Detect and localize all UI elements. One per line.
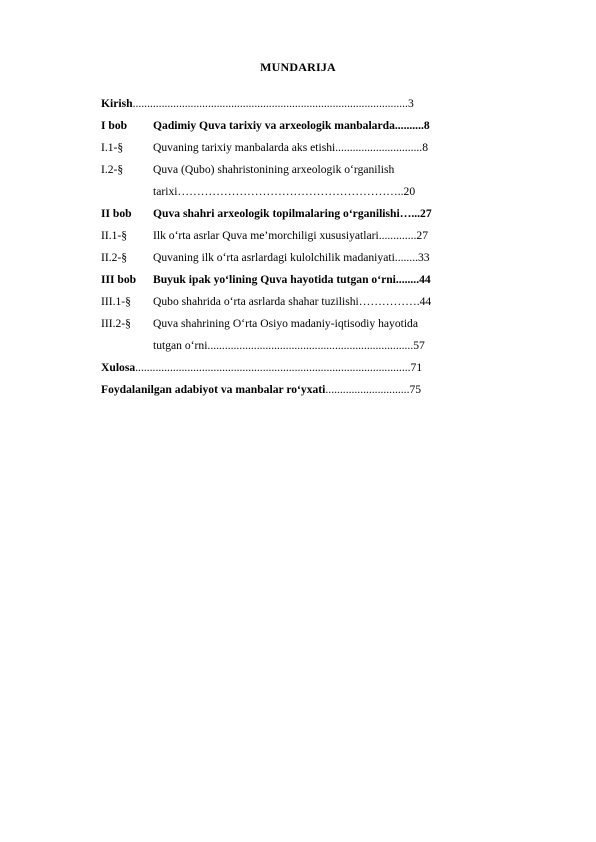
toc-entry-label: II bob [101, 207, 132, 220]
toc-entry-title: Quvaning tarixiy manbalarda aks etishi [153, 141, 336, 154]
toc-page-number: 27 [416, 229, 428, 242]
toc-page-number: 3 [407, 97, 414, 110]
toc-leader-dots: ........ [395, 273, 420, 286]
toc-entry-title: Foydalanilgan adabiyot va manbalar ro‘yxati [101, 383, 326, 396]
toc-entry-title: Quva shahri arxeologik topilmalaring o‘rganilishi [153, 207, 400, 220]
toc-entry-title: Quva (Qubo) shahristonining arxeologik o‘rganilish [153, 163, 395, 176]
toc-entry-label: II.2-§ [101, 251, 128, 264]
toc-entry-label: I bob [101, 119, 128, 132]
toc-entry-title: Buyuk ipak yo‘lining Quva hayotida tutgan o‘rni [153, 273, 396, 286]
toc-leader-dots: ............................................................................................... [135, 361, 411, 374]
toc-leader-dots: ............................................................................................... [132, 97, 408, 110]
toc-leader-dots: ……………. [358, 295, 420, 308]
toc-page-number: 8 [423, 119, 430, 132]
toc-page-number: 44 [419, 273, 431, 286]
toc-page-number: 44 [419, 295, 432, 308]
toc-leader-dots: ....................................................................... [207, 339, 414, 352]
toc-entry-section-2-1[interactable] [101, 226, 489, 248]
toc-page-number: 8 [422, 141, 428, 154]
toc-entry-title: Quvaning ilk o‘rta asrlardagi kulolchilik madaniyati [153, 251, 395, 264]
toc-entry-label: I.1-§ [101, 141, 124, 154]
toc-entry-chapter-3[interactable] [101, 270, 489, 292]
toc-page-number: 27 [420, 207, 432, 220]
toc-entry-section-1-2-cont[interactable] [101, 182, 489, 204]
toc-entry-kirish[interactable] [101, 94, 489, 116]
toc-leader-dots: ............................. [325, 383, 410, 396]
toc-entry-label: II.1-§ [101, 229, 128, 242]
toc-entry-title: Ilk o‘rta asrlar Quva me’morchiligi xususiyatlari [153, 229, 379, 242]
toc-entry-title: Qubo shahrida o‘rta asrlarda shahar tuzilishi [153, 295, 359, 308]
toc-leader-dots: ............. [378, 229, 417, 242]
page-title: MUNDARIJA [260, 60, 336, 74]
toc-entry-section-1-2[interactable] [101, 160, 489, 182]
toc-entry-label: III.1-§ [101, 295, 131, 308]
toc-entry-title: Quva shahrining O‘rta Osiyo madaniy-iqtisodiy hayotida [153, 317, 418, 330]
toc-entry-title: tarixi [153, 185, 178, 198]
toc-entry-label: III bob [101, 273, 137, 286]
toc-leader-dots: .......... [394, 119, 424, 132]
toc-leader-dots: .............................. [335, 141, 423, 154]
toc-entry-bibliography[interactable] [101, 380, 489, 402]
toc-entry-section-3-1[interactable] [101, 292, 489, 314]
toc-entry-chapter-2[interactable] [101, 204, 489, 226]
toc-entry-section-3-2-cont[interactable] [101, 336, 489, 358]
toc-page-number: 71 [410, 361, 423, 374]
toc-page-number: 57 [413, 339, 425, 352]
toc-leader-dots: ........ [394, 251, 418, 264]
toc-entry-label: III.2-§ [101, 317, 131, 330]
toc-page-number: 75 [409, 383, 422, 396]
toc-page-number: 33 [417, 251, 430, 264]
toc-entry-section-3-2[interactable] [101, 314, 489, 336]
toc-entry-title: Kirish [101, 97, 133, 110]
toc-page-number: 20 [403, 185, 416, 198]
toc-entry-xulosa[interactable] [101, 358, 489, 380]
toc-entry-chapter-1[interactable] [101, 116, 489, 138]
toc-entry-section-1-1[interactable] [101, 138, 489, 160]
toc-entry-title: Xulosa [101, 361, 136, 374]
toc-leader-dots: ………………………………………………….. [177, 185, 404, 198]
toc-entry-title: tutgan o‘rni [153, 339, 208, 352]
toc-leader-dots: …... [399, 207, 421, 220]
toc-entry-label: I.2-§ [101, 163, 124, 176]
table-of-contents [101, 94, 489, 402]
toc-entry-title: Qadimiy Quva tarixiy va arxeologik manbalarda [153, 119, 395, 132]
toc-entry-section-2-2[interactable] [101, 248, 489, 270]
